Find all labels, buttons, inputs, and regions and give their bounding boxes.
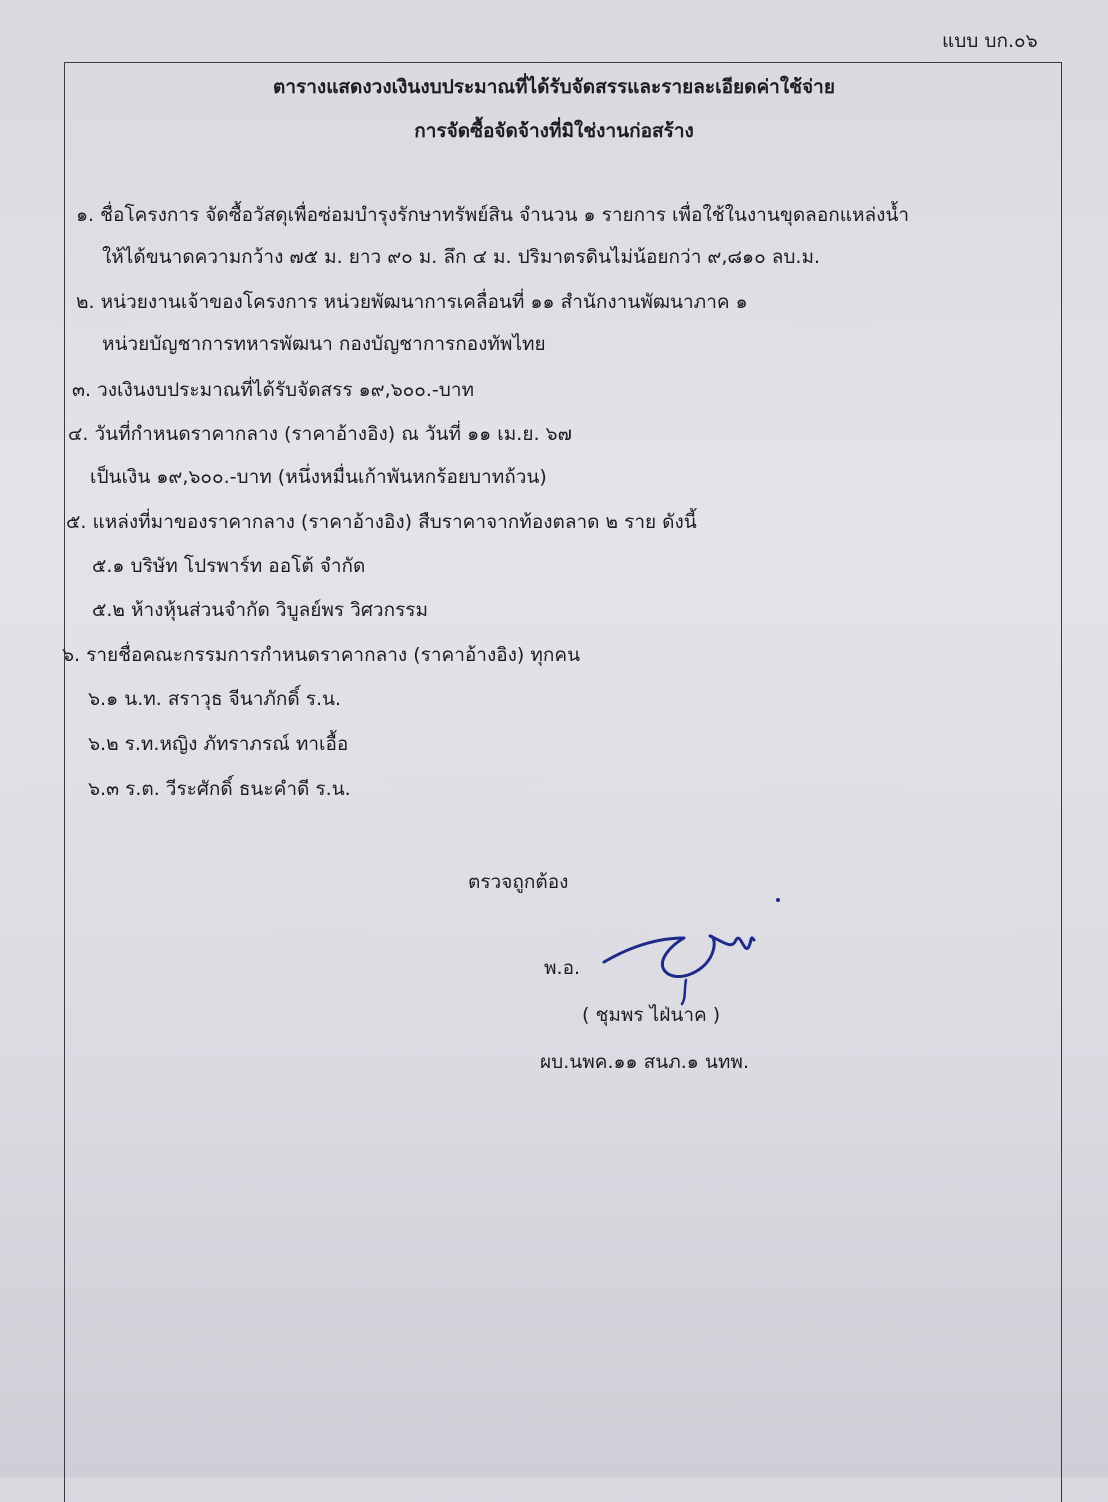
item-4-line-2: เป็นเงิน ๑๙,๖๐๐.-บาท (หนึ่งหมื่นเก้าพันหกร้อยบาทถ้วน) xyxy=(90,466,547,488)
item-1-line-2: ให้ได้ขนาดความกว้าง ๗๕ ม. ยาว ๙๐ ม. ลึก ๔ ม. ปริมาตรดินไม่น้อยกว่า ๙,๘๑๐ ลบ.ม. xyxy=(102,246,821,268)
certification-label: ตรวจถูกต้อง xyxy=(468,871,569,893)
item-6-2: ๖.๒ ร.ท.หญิง ภัทราภรณ์ ทาเอื้อ xyxy=(88,733,349,755)
item-6: ๖. รายชื่อคณะกรรมการกำหนดราคากลาง (ราคาอ้างอิง) ทุกคน xyxy=(62,644,581,666)
item-1-line-1: ๑. ชื่อโครงการ จัดซื้อวัสดุเพื่อซ่อมบำรุงรักษาทรัพย์สิน จำนวน ๑ รายการ เพื่อใช้ในงานขุดลอกแหล่งน้ำ xyxy=(76,204,910,226)
handwritten-signature xyxy=(598,896,798,1006)
item-6-1: ๖.๑ น.ท. สราวุธ จีนาภักดิ์ ร.น. xyxy=(88,688,342,710)
signer-position: ผบ.นพค.๑๑ สนภ.๑ นทพ. xyxy=(540,1051,749,1073)
item-2-line-1: ๒. หน่วยงานเจ้าของโครงการ หน่วยพัฒนาการเคลื่อนที่ ๑๑ สำนักงานพัฒนาภาค ๑ xyxy=(76,291,748,313)
document-title-line1: ตารางแสดงวงเงินงบประมาณที่ได้รับจัดสรรและรายละเอียดค่าใช้จ่าย xyxy=(273,76,835,98)
item-3: ๓. วงเงินงบประมาณที่ได้รับจัดสรร ๑๙,๖๐๐.-บาท xyxy=(72,379,475,401)
signer-name: ( ชุมพร ไฝ่นาค ) xyxy=(582,1004,721,1026)
form-code: แบบ บก.๐๖ xyxy=(942,30,1038,52)
item-5: ๕. แหล่งที่มาของราคากลาง (ราคาอ้างอิง) สืบราคาจากท้องตลาด ๒ ราย ดังนี้ xyxy=(66,511,697,533)
item-2-line-2: หน่วยบัญชาการทหารพัฒนา กองบัญชาการกองทัพไทย xyxy=(102,333,546,355)
item-5-1: ๕.๑ บริษัท โปรพาร์ท ออโต้ จำกัด xyxy=(92,555,366,577)
item-5-2: ๕.๒ ห้างหุ้นส่วนจำกัด วิบูลย์พร วิศวกรรม xyxy=(92,599,429,621)
document-title-line2: การจัดซื้อจัดจ้างที่มิใช่งานก่อสร้าง xyxy=(414,120,694,142)
item-6-3: ๖.๓ ร.ต. วีระศักดิ์ ธนะคำดี ร.น. xyxy=(88,778,351,800)
signer-rank: พ.อ. xyxy=(544,957,581,979)
item-4-line-1: ๔. วันที่กำหนดราคากลาง (ราคาอ้างอิง) ณ วันที่ ๑๑ เม.ย. ๖๗ xyxy=(68,423,572,445)
